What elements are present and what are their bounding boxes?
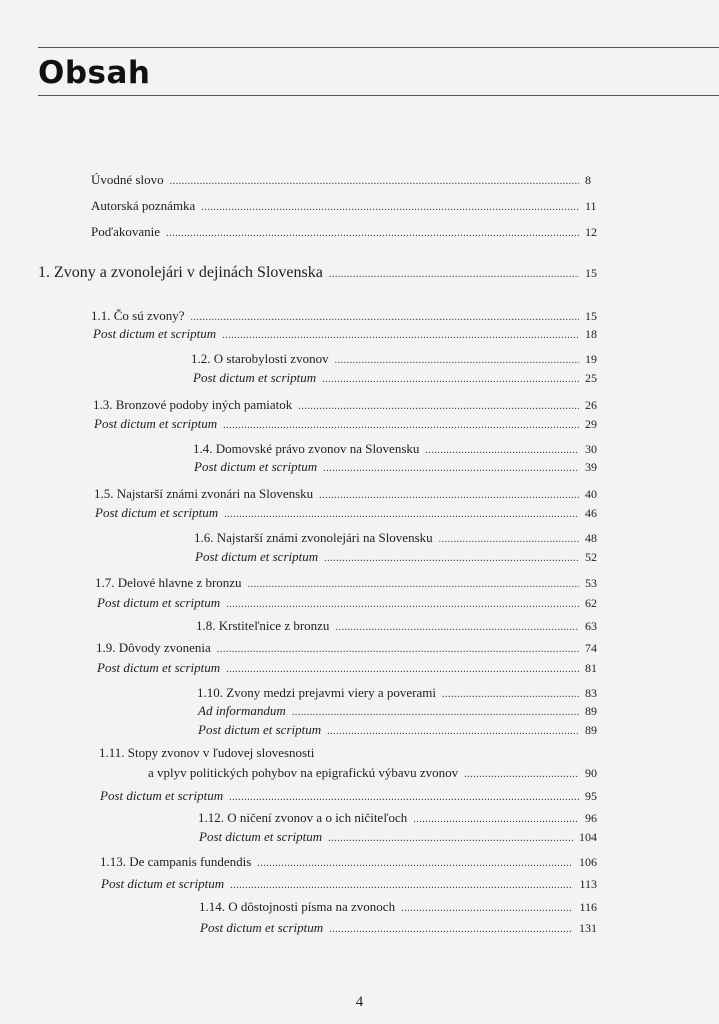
toc-entry-page: 30 bbox=[585, 442, 597, 456]
leader-dots bbox=[217, 642, 579, 658]
toc-entry-label: Post dictum et scriptum bbox=[101, 876, 225, 891]
leader-dots bbox=[166, 226, 579, 242]
leader-dots bbox=[226, 662, 579, 678]
toc-entry-page: 52 bbox=[585, 550, 597, 564]
leader-dots bbox=[319, 488, 579, 504]
toc-entry[interactable] bbox=[193, 370, 597, 388]
toc-entry[interactable] bbox=[198, 722, 597, 740]
title-rule bbox=[38, 95, 719, 96]
leader-dots bbox=[324, 551, 579, 567]
toc-entry-page: 39 bbox=[585, 460, 597, 474]
toc-entry[interactable] bbox=[199, 899, 597, 917]
toc-entry-label: 1.7. Delové hlavne z bronzu bbox=[95, 575, 242, 590]
toc-entry[interactable] bbox=[191, 351, 597, 369]
toc-entry-intro[interactable] bbox=[91, 172, 597, 190]
toc-entry-page: 104 bbox=[579, 830, 597, 844]
toc-entry-page: 95 bbox=[585, 789, 597, 803]
toc-entry[interactable] bbox=[198, 810, 597, 828]
toc-entry-label: 1.14. O dôstojnosti písma na zvonoch bbox=[199, 899, 396, 914]
toc-entry-page: 83 bbox=[585, 686, 597, 700]
leader-dots bbox=[170, 174, 579, 190]
toc-entry-label: 1.9. Dôvody zvonenia bbox=[96, 640, 211, 655]
toc-entry-label-first-line[interactable]: 1.11. Stopy zvonov v ľudovej slovesnosti bbox=[99, 745, 315, 760]
toc-entry[interactable] bbox=[200, 920, 597, 938]
toc-entry-page: 48 bbox=[585, 531, 597, 545]
toc-entry-page: 11 bbox=[585, 199, 597, 213]
toc-entry[interactable] bbox=[97, 660, 597, 678]
toc-entry-page: 116 bbox=[579, 900, 597, 914]
toc-entry-label: a vplyv politických pohybov na epigrafickú výbavu zvonov bbox=[148, 765, 459, 780]
toc-entry-label: 1.5. Najstarší známi zvonári na Slovensku bbox=[94, 486, 314, 501]
toc-entry[interactable] bbox=[97, 595, 597, 613]
toc-entry-acknowledgements[interactable] bbox=[91, 224, 597, 242]
toc-entry-label: 1.12. O ničení zvonov a o ich ničiteľoch bbox=[198, 810, 408, 825]
leader-dots bbox=[230, 878, 573, 894]
toc-entry[interactable] bbox=[199, 829, 597, 847]
toc-entry-page: 74 bbox=[585, 641, 597, 655]
toc-entry-label: Post dictum et scriptum bbox=[95, 505, 219, 520]
leader-dots bbox=[191, 310, 579, 326]
toc-entry-label: Post dictum et scriptum bbox=[193, 370, 317, 385]
toc-entry-page: 81 bbox=[585, 661, 597, 675]
toc-entry[interactable] bbox=[95, 575, 597, 593]
toc-entry[interactable] bbox=[193, 441, 597, 459]
leader-dots bbox=[322, 372, 579, 388]
toc-entry[interactable] bbox=[194, 459, 597, 477]
toc-entry-page: 106 bbox=[579, 855, 597, 869]
toc-entry[interactable] bbox=[198, 703, 597, 721]
toc-entry-label: Post dictum et scriptum bbox=[199, 829, 323, 844]
leader-dots bbox=[335, 353, 579, 369]
toc-entry-page: 8 bbox=[585, 173, 591, 187]
toc-entry-page: 46 bbox=[585, 506, 597, 520]
leader-dots bbox=[222, 328, 579, 344]
toc-entry-page: 25 bbox=[585, 371, 597, 385]
toc-entry-label: 1.8. Krstiteľnice z bronzu bbox=[196, 618, 330, 633]
toc-entry[interactable] bbox=[100, 854, 597, 872]
toc-entry-label: Úvodné slovo bbox=[91, 172, 164, 187]
leader-dots bbox=[464, 767, 579, 783]
toc-entry[interactable] bbox=[93, 326, 597, 344]
toc-entry[interactable] bbox=[96, 640, 597, 658]
toc-entry-label: 1.13. De campanis fundendis bbox=[100, 854, 252, 869]
toc-entry-label: 1.10. Zvony medzi prejavmi viery a poverami bbox=[197, 685, 436, 700]
leader-dots bbox=[292, 705, 579, 721]
toc-entry[interactable] bbox=[194, 530, 597, 548]
toc-entry-page: 53 bbox=[585, 576, 597, 590]
leader-dots bbox=[442, 687, 579, 703]
toc-entry[interactable] bbox=[91, 308, 597, 326]
toc-entry-page: 90 bbox=[585, 766, 597, 780]
toc-entry-page: 26 bbox=[585, 398, 597, 412]
toc-entry-author-note[interactable] bbox=[91, 198, 597, 216]
toc-entry-page: 18 bbox=[585, 327, 597, 341]
leader-dots bbox=[329, 265, 579, 285]
leader-dots bbox=[328, 831, 573, 847]
toc-entry-label: Post dictum et scriptum bbox=[200, 920, 324, 935]
leader-dots bbox=[224, 507, 579, 523]
toc-entry-page: 89 bbox=[585, 704, 597, 718]
toc-entry[interactable] bbox=[93, 397, 597, 415]
toc-entry-label: Post dictum et scriptum bbox=[97, 595, 221, 610]
toc-entry[interactable] bbox=[101, 876, 597, 894]
toc-entry-page: 62 bbox=[585, 596, 597, 610]
toc-chapter-page: 15 bbox=[585, 266, 597, 280]
toc-entry-label: 1.6. Najstarší známi zvonolejári na Slovensku bbox=[194, 530, 433, 545]
toc-chapter-1[interactable] bbox=[38, 263, 597, 285]
toc-entry-label: Post dictum et scriptum bbox=[194, 459, 318, 474]
toc-entry-label: Ad informandum bbox=[198, 703, 286, 718]
toc-entry-label: Poďakovanie bbox=[91, 224, 161, 239]
leader-dots bbox=[257, 856, 573, 872]
leader-dots bbox=[298, 399, 579, 415]
toc-entry-page: 131 bbox=[579, 921, 597, 935]
leader-dots bbox=[401, 901, 573, 917]
toc-entry-label: Post dictum et scriptum bbox=[198, 722, 322, 737]
toc-entry[interactable] bbox=[100, 788, 597, 806]
toc-entry[interactable] bbox=[196, 618, 597, 636]
leader-dots bbox=[201, 200, 579, 216]
toc-entry-page: 40 bbox=[585, 487, 597, 501]
toc-entry-label: Autorská poznámka bbox=[91, 198, 196, 213]
toc-entry-label: Post dictum et scriptum bbox=[97, 660, 221, 675]
toc-entry[interactable] bbox=[197, 685, 597, 703]
toc-entry[interactable] bbox=[148, 765, 597, 783]
top-rule bbox=[38, 47, 719, 48]
toc-entry-label: 1.3. Bronzové podoby iných pamiatok bbox=[93, 397, 293, 412]
leader-dots bbox=[329, 922, 573, 938]
toc-entry-page: 89 bbox=[585, 723, 597, 737]
leader-dots bbox=[327, 724, 579, 740]
toc-entry-label: Post dictum et scriptum bbox=[93, 326, 217, 341]
toc-entry[interactable] bbox=[94, 486, 597, 504]
toc-entry-page: 19 bbox=[585, 352, 597, 366]
toc-entry-label: Post dictum et scriptum bbox=[94, 416, 218, 431]
page-number: 4 bbox=[355, 994, 364, 1010]
toc-entry-label: 1.2. O starobylosti zvonov bbox=[191, 351, 329, 366]
toc-chapter-label: 1. Zvony a zvonolejári v dejinách Slovenska bbox=[38, 264, 323, 281]
toc-entry[interactable] bbox=[195, 549, 597, 567]
toc-entry-label: Post dictum et scriptum bbox=[100, 788, 224, 803]
leader-dots bbox=[229, 790, 579, 806]
toc-entry-page: 96 bbox=[585, 811, 597, 825]
toc-entry-page: 29 bbox=[585, 417, 597, 431]
leader-dots bbox=[226, 597, 579, 613]
toc-entry-page: 12 bbox=[585, 225, 597, 239]
leader-dots bbox=[335, 620, 579, 636]
toc-entry-label: 1.4. Domovské právo zvonov na Slovensku bbox=[193, 441, 420, 456]
toc-entry-label: Post dictum et scriptum bbox=[195, 549, 319, 564]
page-title: Obsah bbox=[38, 55, 151, 91]
toc-entry[interactable] bbox=[94, 416, 597, 434]
toc-entry-page: 113 bbox=[579, 877, 597, 891]
leader-dots bbox=[413, 812, 579, 828]
toc-entry[interactable] bbox=[95, 505, 597, 523]
leader-dots bbox=[323, 461, 579, 477]
leader-dots bbox=[425, 443, 579, 459]
leader-dots bbox=[439, 532, 579, 548]
leader-dots bbox=[223, 418, 579, 434]
toc-entry-page: 63 bbox=[585, 619, 597, 633]
toc-entry-page: 15 bbox=[585, 309, 597, 323]
toc-entry-label: 1.1. Čo sú zvony? bbox=[91, 308, 185, 323]
leader-dots bbox=[248, 577, 579, 593]
